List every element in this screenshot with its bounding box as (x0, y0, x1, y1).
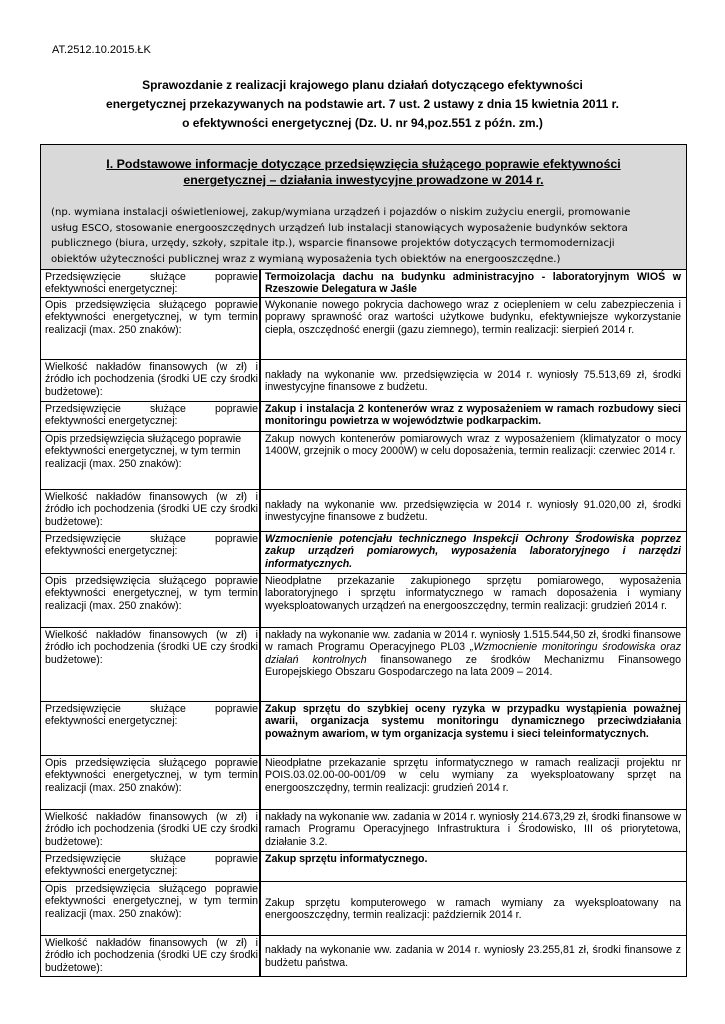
project-1-description: Wykonanie nowego pokrycia dachowego wraz z ociepleniem w celu zabezpieczenia i poprawy sprawność oraz wartości użytkowe budynku, efektywniejsze wykorzystanie ciepła, oszczędność energii (gazu ziemnego), termin realizacji: sierpień 2014 r. (261, 298, 686, 360)
project-3-description: Nieodpłatne przekazanie zakupionego sprzętu pomiarowego, wyposażenia laboratoryjnego i sprzętu informatycznego w ramach doposażenia i wymiany wyeksploatowanych urządzeń na energooszczędny, termin realizacji: grudzień 2014 r. (261, 574, 686, 628)
section-header (41, 145, 686, 270)
note-line: publicznego (biura, urzędy, szkoły, szpitale itp.), wsparcie finansowe projektów dotyczących termomodernizacji (51, 238, 615, 249)
project-5-funding (261, 936, 686, 976)
funding-text: nakłady na wykonanie ww. przedsięwzięcia w 2014 r. wyniosły 91.020,00 zł, środki inwestycyjne finansowe z budżetu. (265, 498, 681, 523)
project-3-funding (261, 628, 686, 702)
document-reference: AT.2512.10.2015.ŁK (52, 44, 151, 56)
title-line: o efektywności energetycznej (Dz. U. nr 94,poz.551 z późn. zm.) (182, 116, 543, 130)
funding-text: nakłady na wykonanie ww. zadania w 2014 r. wyniosły 1.515.544,50 zł, środki finansowe w ramach Programu Operacyjnego PL03 (265, 629, 681, 654)
title-line: energetycznej przekazywanych na podstawie art. 7 ust. 2 ustawy z dnia 15 kwietnia 2011 r. (106, 97, 619, 111)
project-5-description (261, 882, 686, 936)
report-title (52, 76, 673, 133)
program-name: „Wzmocnienie monitoringu środowiska oraz działań kontrolnych (265, 641, 681, 666)
project-4-funding: nakłady na wykonanie ww. zadania w 2014 r. wyniosły 214.673,29 zł, środki finansowe w ramach Programu Operacyjnego Infrastruktura i Środowisko, III oś priorytetowa, działanie 3.2. (261, 810, 686, 852)
label-description: Opis przedsięwzięcia służącego poprawie efektywności energetycznej, w tym termin realizacji (max. 250 znaków): (41, 574, 261, 628)
label-measure: Przedsięwzięcie służące poprawie efektywności energetycznej: (41, 402, 261, 432)
project-4-description: Nieodpłatne przekazanie sprzętu informatycznego w ramach realizacji projektu nr POIS.03.02.00-00-001/09 w celu wymiany za wyeksploatowany sprzęt na energooszczędny, termin realizacji: grudzień 2014 r. (261, 756, 686, 810)
label-funding: Wielkość nakładów finansowych (w zł) i źródło ich pochodzenia (środki UE czy środki budżetowe): (41, 490, 261, 532)
project-2-funding (261, 490, 686, 532)
projects-grid (41, 270, 686, 976)
label-funding: Wielkość nakładów finansowych (w zł) i źródło ich pochodzenia (środki UE czy środki budżetowe): (41, 810, 261, 852)
label-funding: Wielkość nakładów finansowych (w zł) i źródło ich pochodzenia (środki UE czy środki budżetowe): (41, 936, 261, 976)
funding-text: finansowanego ze środków Mechanizmu Finansowego Europejskiego Obszaru Gospodarczego na lata 2009 – 2014. (265, 653, 681, 679)
report-table (40, 144, 687, 977)
project-1-measure: Termoizolacja dachu na budynku administracyjno - laboratoryjnym WIOŚ w Rzeszowie Delegatura w Jaśle (261, 270, 686, 298)
project-4-measure: Zakup sprzętu do szybkiej oceny ryzyka w przypadku wystąpienia poważnej awarii, organizacja systemu monitoringu dynamicznego przeciwdziałania poważnym awariom, w tym organizacja systemu i sieci teleinformatycznych. (261, 702, 686, 756)
label-measure: Przedsięwzięcie służące poprawie efektywności energetycznej: (41, 852, 261, 882)
funding-text: nakłady na wykonanie ww. zadania w 2014 r. wyniosły 23.255,81 zł, środki finansowe z budżetu państwa. (265, 944, 681, 969)
project-2-description: Zakup nowych kontenerów pomiarowych wraz z wyposażeniem (klimatyzator o mocy 1400W, grzejnik o mocy 2000W) w celu doposażenia, termin realizacji: czerwiec 2014 r. (261, 432, 686, 490)
label-funding: Wielkość nakładów finansowych (w zł) i źródło ich pochodzenia (środki UE czy środki budżetowe): (41, 360, 261, 402)
section-note (51, 205, 677, 267)
label-measure: Przedsięwzięcie służące poprawie efektywności energetycznej: (41, 270, 261, 298)
label-description: Opis przedsięwzięcia służącego poprawie efektywności energetycznej, w tym termin realizacji (max. 250 znaków): (41, 298, 261, 360)
label-description: Opis przedsięwzięcia służącego poprawie efektywności energetycznej, w tym termin realizacji (max. 250 znaków): (41, 882, 261, 936)
note-line: usług ESCO, stosowanie energooszczędnych urządzeń lub instalacji stanowiących wyposażenie budynków sektora (51, 222, 628, 234)
heading-line: I. Podstawowe informacje dotyczące przedsięwzięcia służącego poprawie efektywności (106, 157, 621, 171)
label-measure: Przedsięwzięcie służące poprawie efektywności energetycznej: (41, 702, 261, 756)
label-measure: Przedsięwzięcie służące poprawie efektywności energetycznej: (41, 532, 261, 574)
label-description: Opis przedsięwzięcia służącego poprawie efektywności energetycznej, w tym termin realizacji (max. 250 znaków): (41, 432, 261, 490)
project-2-measure: Zakup i instalacja 2 kontenerów wraz z wyposażeniem w ramach rozbudowy sieci monitoringu powietrza w województwie podkarpackim. (261, 402, 686, 432)
label-description: Opis przedsięwzięcia służącego poprawie efektywności energetycznej, w tym termin realizacji (max. 250 znaków): (41, 756, 261, 810)
title-line: Sprawozdanie z realizacji krajowego planu działań dotyczącego efektywności (142, 78, 583, 92)
note-line: (np. wymiana instalacji oświetleniowej, zakup/wymiana urządzeń i pojazdów o niskim zużyciu energii, promowanie (51, 207, 631, 218)
label-funding: Wielkość nakładów finansowych (w zł) i źródło ich pochodzenia (środki UE czy środki budżetowe): (41, 628, 261, 702)
project-1-funding (261, 360, 686, 402)
project-3-measure: Wzmocnienie potencjału technicznego Inspekcji Ochrony Środowiska poprzez zakup urządzeń pomiarowych, wyposażenia laboratoryjnego i narzędzi informatycznych. (261, 532, 686, 574)
project-5-measure: Zakup sprzętu informatycznego. (261, 852, 686, 882)
section-heading (41, 156, 686, 188)
funding-text: nakłady na wykonanie ww. przedsięwzięcia w 2014 r. wyniosły 75.513,69 zł, środki inwestycyjne finansowe z budżetu. (265, 368, 681, 393)
note-line: obiektów użyteczności publicznej wraz z wymianą wyposażenia tych obiektów na energooszczędne.) (51, 253, 561, 265)
heading-line: energetycznej – działania inwestycyjne prowadzone w 2014 r. (183, 173, 544, 187)
description-text: Zakup sprzętu komputerowego w ramach wymiany za wyeksploatowany na energooszczędny, termin realizacji: październik 2014 r. (265, 896, 681, 921)
